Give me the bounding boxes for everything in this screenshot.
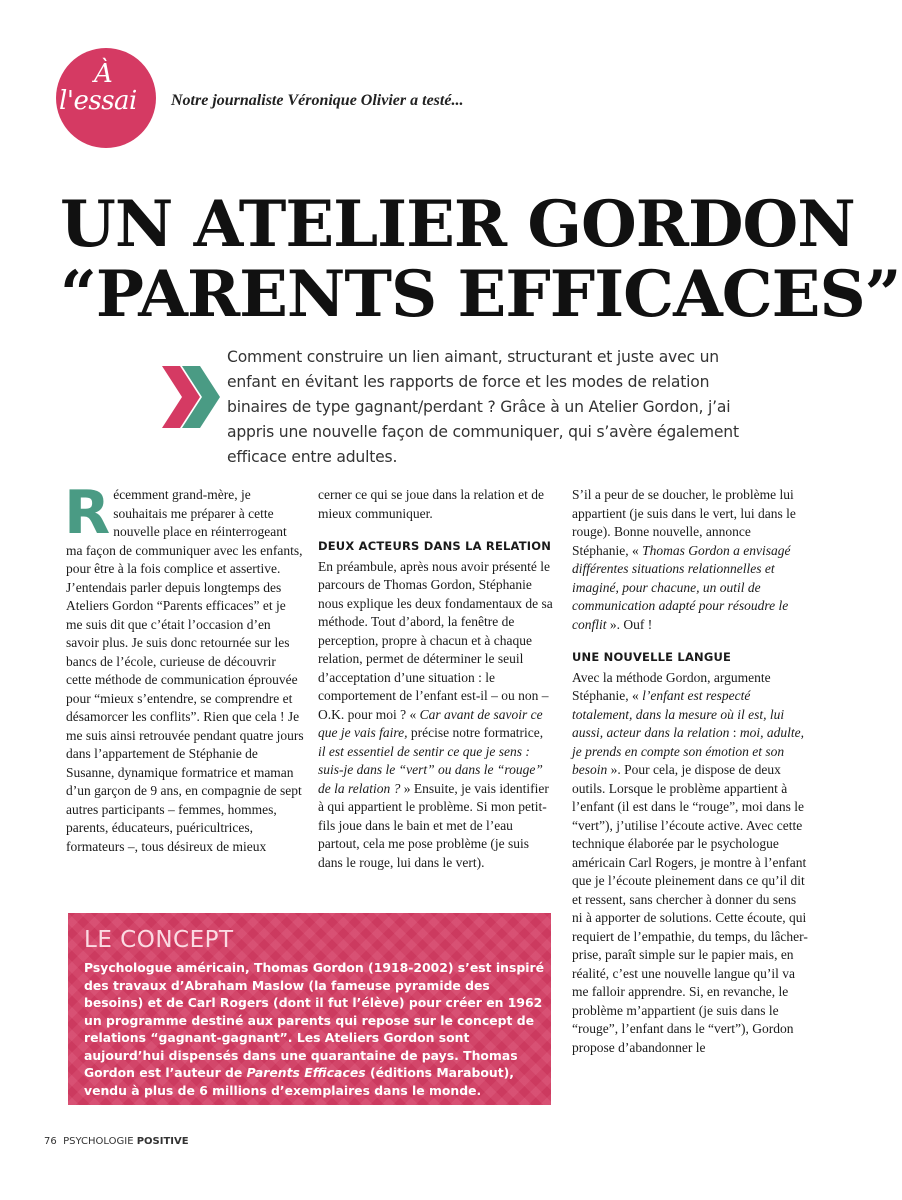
subhead-nouvelle-langue: UNE NOUVELLE LANGUE xyxy=(572,650,732,664)
col3-paragraph-2 xyxy=(572,669,810,1058)
text-run: » Ensuite, je vais identifier à qui appartient le problème. Si mon petit-fils joue dans le bain et met de l’eau partout, cela me pose problème (je suis dans le rouge, lui dans le vert). xyxy=(318,780,549,870)
badge-line2: l'essai xyxy=(59,86,137,116)
subhead-deux-acteurs: DEUX ACTEURS DANS LA RELATION xyxy=(318,539,552,553)
col1-paragraph xyxy=(64,478,304,856)
column-2 xyxy=(318,486,553,872)
page-number: 76 xyxy=(44,1136,57,1147)
concept-box xyxy=(68,913,551,1105)
text-run: En préambule, après nous avoir présenté le parcours de Thomas Gordon, Stéphanie nous explique les deux fondamentaux de sa méthode. Tout d’abord, la fenêtre de perception, propre à chacun et à chaque relation, permet de déterminer le seuil d’acceptation d’une situation : le comportement de l’enfant est-il – ou non – O.K. pour moi ? « xyxy=(318,558,553,722)
italic-run: moi, adulte, je prends en compte son émotion et son besoin xyxy=(572,725,805,777)
italic-run: Car avant de savoir ce que je vais faire, xyxy=(318,706,543,740)
text-run: S’il a peur de se doucher, le problème lui appartient (je suis dans le vert, lui dans le rouge). Bonne nouvelle, annonce Stéphanie, « xyxy=(572,487,796,558)
italic-run: l’enfant est respecté totalement, dans la mesure où il est, lui aussi, acteur dans la relation xyxy=(572,688,785,740)
badge-line1: À xyxy=(94,59,113,89)
title-line1: UN ATELIER GORDON xyxy=(60,187,855,262)
magazine-name-part2: POSITIVE xyxy=(136,1136,189,1147)
concept-body xyxy=(84,959,544,1099)
col2-paragraph-2 xyxy=(318,558,553,873)
col1-text: écemment grand-mère, je souhaitais me préparer à cette nouvelle place en réinterrogeant ma façon de communiquer avec les enfants, pour être à la fois complice et assertive. J’entendais parler depuis longtemps des Ateliers Gordon “Parents efficaces” et je me suis dit que c’était l’occasion d’en savoir plus. Je suis donc retournée sur les bancs de l’école, curieuse de découvrir cette méthode de communication éprouvée pour “mieux s’entendre, se comprendre et désamorcer les conflits”. Rien que cela ! Je me suis ainsi retrouvée pendant quatre jours dans l’appartement de Stéphanie de Susanne, dynamique formatrice et maman d’un garçon de 9 ans, en compagnie de sept autres participants – femmes, hommes, parents, éducateurs, puéricultrices, formateurs –, tous désireux de mieux xyxy=(66,487,304,854)
double-chevron-icon xyxy=(160,356,222,438)
kicker: Notre journaliste Véronique Olivier a testé... xyxy=(171,92,464,109)
page-footer xyxy=(44,1136,189,1147)
italic-run: Thomas Gordon a envisagé différentes situations relationnelles et imaginé, pour chacune, un outil de communication adapté pour résoudre le conflit xyxy=(572,542,791,632)
text-run: précise notre formatrice, xyxy=(410,725,544,740)
col3-paragraph-1 xyxy=(572,486,810,634)
article-title xyxy=(60,187,901,332)
magazine-name-part1: PSYCHOLOGIE xyxy=(63,1136,134,1147)
a-l-essai-badge xyxy=(56,48,156,148)
lead-paragraph: Comment construire un lien aimant, structurant et juste avec un enfant en évitant les rapports de force et les modes de relation binaires de type gagnant/perdant ? Grâce à un Atelier Gordon, j’ai appris une nouvelle façon de communiquer, qui s’avère également efficace entre adultes. xyxy=(227,348,739,466)
concept-title: LE CONCEPT xyxy=(84,927,234,953)
text-run: (éditions Marabout), vendu à plus de 6 millions d’exemplaires dans le monde. xyxy=(84,1065,515,1098)
text-run: Avec la méthode Gordon, argumente Stéphanie, « xyxy=(572,669,771,703)
title-line2: “PARENTS EFFICACES” xyxy=(60,257,901,332)
book-title: Parents Efficaces xyxy=(246,1065,366,1080)
text-run: Psychologue américain, Thomas Gordon (1918-2002) s’est inspiré des travaux d’Abraham Maslow (la fameuse pyramide des besoins) et de Carl Rogers (dont il fut l’élève) pour créer en 1962 un programme destiné aux parents qui repose sur le concept de relations “gagnant-gagnant”. Les Ateliers Gordon sont aujourd’hui dispensés dans une quarantaine de pays. Thomas Gordon est l’auteur de xyxy=(84,960,544,1080)
col2-paragraph-1: cerner ce qui se joue dans la relation et de mieux communiquer. xyxy=(318,487,545,521)
text-run: ». Ouf ! xyxy=(609,616,653,632)
italic-run: il est essentiel de sentir ce que je sens : suis-je dans le “vert” ou dans le “rouge” de la relation ? xyxy=(318,743,543,796)
text-run: ». Pour cela, je dispose de deux outils. Lorsque le problème appartient à l’enfant (il est dans le “rouge”, moi dans le “vert”), j’utilise l’écoute active. Avec cette technique élaborée par le psychologue américain Carl Rogers, je montre à l’enfant que je l’écoute pleinement dans ce qu’il dit et ressent, sans chercher à donner du sens ni à apporter de solutions. Cette écoute, qui requiert de l’empathie, du temps, du lâcher-prise, paraît simple sur le papier mais, en réalité, c’est une nouvelle langue qu’il va me falloir apprendre. Si, en revanche, le problème m’appartient (je suis dans le “rouge”, l’enfant dans le “vert”), Gordon propose d’abandonner le xyxy=(572,762,808,1055)
text-run: : xyxy=(732,725,737,740)
column-3 xyxy=(572,486,810,1057)
drop-cap: R xyxy=(64,478,111,548)
column-1 xyxy=(64,478,304,856)
